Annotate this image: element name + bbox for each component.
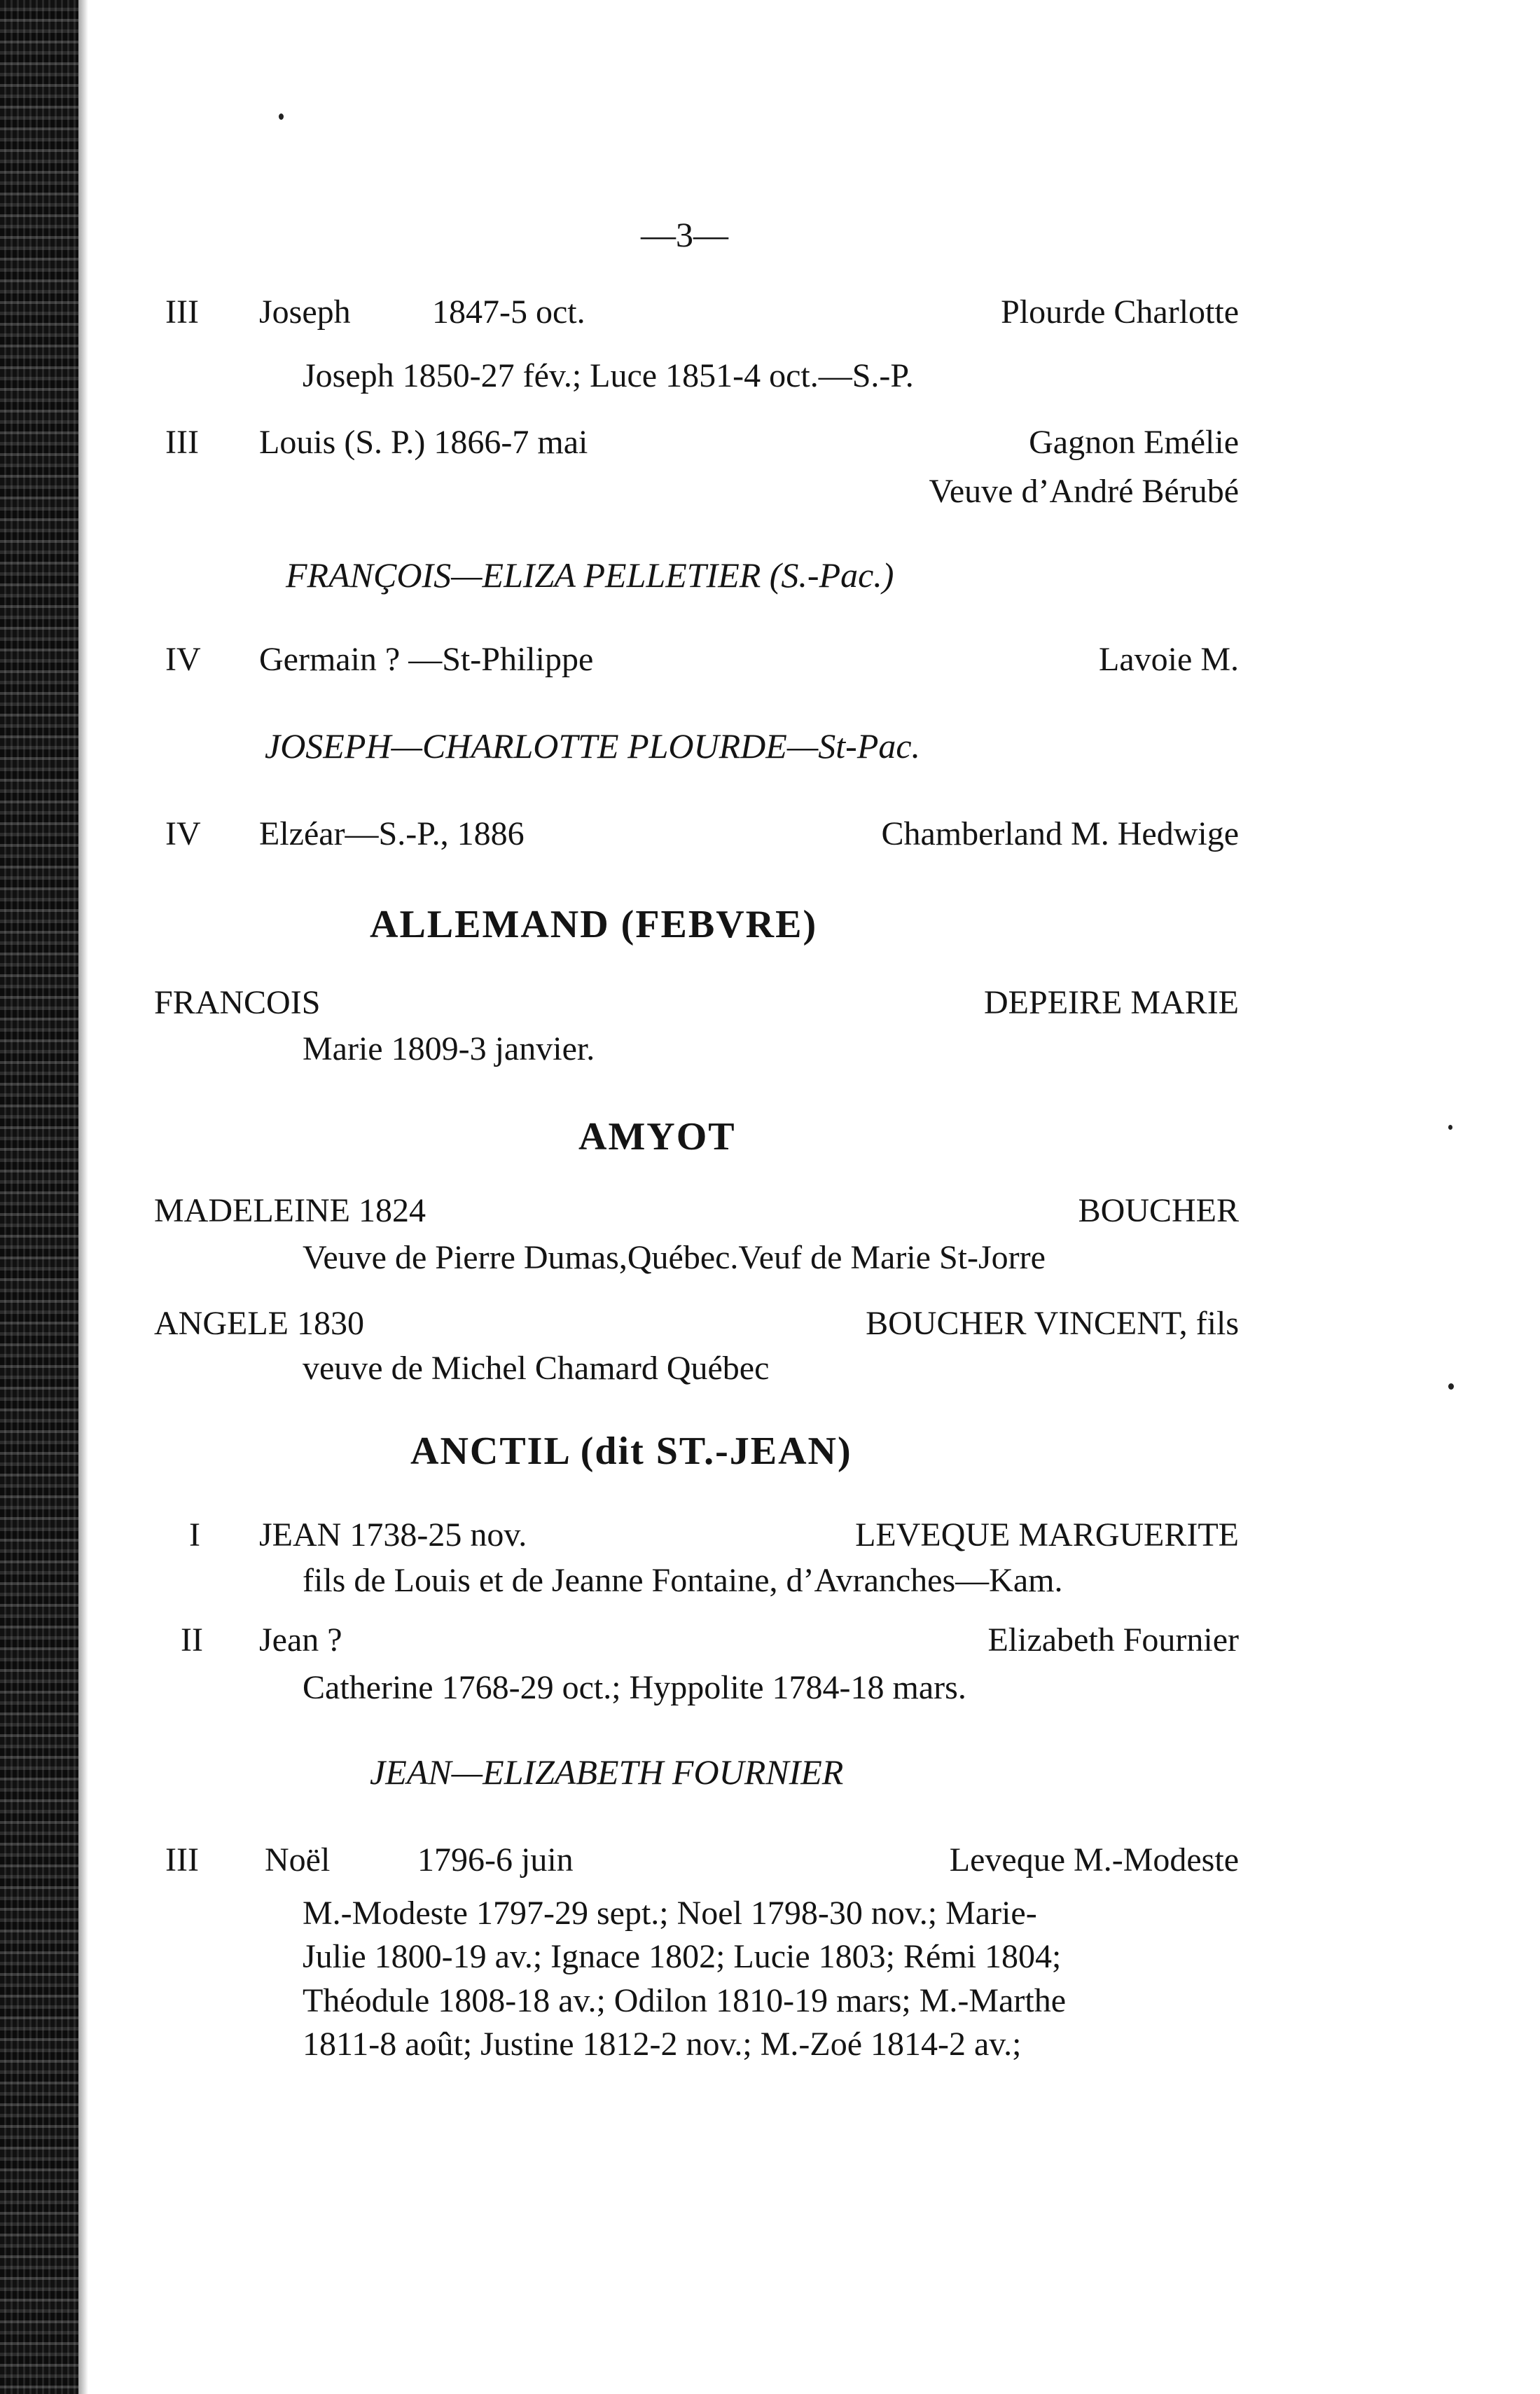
- children-line: Théodule 1808-18 av.; Odilon 1810-19 mars; M.-Marthe: [303, 1982, 1067, 2019]
- note-line: Veuve d’André Bérubé: [929, 473, 1239, 510]
- children-line: Catherine 1768-29 oct.; Hyppolite 1784-18 mars.: [303, 1669, 966, 1706]
- family-heading: ALLEMAND (FEBVRE): [370, 903, 818, 946]
- note-line: Veuve de Pierre Dumas,Québec.Veuf de Marie St-Jorre: [303, 1239, 1046, 1276]
- person-name: Louis (S. P.) 1866-7 mai: [259, 424, 588, 461]
- family-heading: AMYOT: [578, 1115, 736, 1158]
- couple-heading: JOSEPH—CHARLOTTE PLOURDE—St-Pac.: [265, 726, 921, 766]
- spouse-name: BOUCHER: [1078, 1192, 1239, 1229]
- spouse-name: Plourde Charlotte: [1001, 293, 1239, 331]
- spouse-name: LEVEQUE MARGUERITE: [855, 1516, 1239, 1554]
- marriage-date: 1847-5 oct.: [432, 293, 585, 331]
- specks: [1448, 1125, 1452, 1130]
- generation: III: [165, 293, 199, 331]
- children-line: 1811-8 août; Justine 1812-2 nov.; M.-Zoé 1814-2 av.;: [303, 2026, 1022, 2063]
- marriage-date: 1796-6 juin: [417, 1841, 574, 1878]
- specks: [279, 113, 284, 120]
- person-name: ANGELE 1830: [154, 1305, 364, 1342]
- note-line: fils de Louis et de Jeanne Fontaine, d’Avranches—Kam.: [303, 1562, 1063, 1599]
- person-name: Joseph: [259, 293, 351, 331]
- family-heading: ANCTIL (dit ST.-JEAN): [410, 1430, 852, 1473]
- spouse-name: DEPEIRE MARIE: [984, 984, 1239, 1021]
- book-binding-edge: [0, 0, 78, 2394]
- generation: II: [181, 1621, 203, 1659]
- person-name: MADELEINE 1824: [154, 1192, 426, 1229]
- spouse-name: Leveque M.-Modeste: [949, 1841, 1239, 1878]
- generation: IV: [165, 641, 201, 678]
- note-line: veuve de Michel Chamard Québec: [303, 1350, 770, 1387]
- generation: I: [189, 1516, 200, 1554]
- spouse-name: Chamberland M. Hedwige: [881, 815, 1239, 852]
- person-name: Elzéar—S.-P., 1886: [259, 815, 525, 852]
- spouse-name: BOUCHER VINCENT, fils: [866, 1305, 1239, 1342]
- couple-heading: JEAN—ELIZABETH FOURNIER: [370, 1752, 844, 1792]
- spouse-name: Elizabeth Fournier: [987, 1621, 1239, 1659]
- couple-heading: FRANÇOIS—ELIZA PELLETIER (S.-Pac.): [286, 555, 894, 595]
- generation: IV: [165, 815, 201, 852]
- spouse-name: Gagnon Emélie: [1029, 424, 1239, 461]
- person-name: Noël: [265, 1841, 331, 1878]
- children-line: M.-Modeste 1797-29 sept.; Noel 1798-30 nov.; Marie-: [303, 1895, 1037, 1932]
- generation: III: [165, 424, 199, 461]
- person-name: FRANCOIS: [154, 984, 321, 1021]
- specks: [1448, 1383, 1454, 1390]
- children-line: Julie 1800-19 av.; Ignace 1802; Lucie 1803; Rémi 1804;: [303, 1938, 1062, 1975]
- person-name: JEAN 1738-25 nov.: [259, 1516, 527, 1554]
- spouse-name: Lavoie M.: [1099, 641, 1239, 678]
- person-name: Germain ? —St-Philippe: [259, 641, 594, 678]
- page-number: —3—: [641, 215, 728, 254]
- generation: III: [165, 1841, 199, 1878]
- children-line: Marie 1809-3 janvier.: [303, 1030, 595, 1067]
- person-name: Jean ?: [259, 1621, 342, 1659]
- children-line: Joseph 1850-27 fév.; Luce 1851-4 oct.—S.-P.: [303, 357, 914, 394]
